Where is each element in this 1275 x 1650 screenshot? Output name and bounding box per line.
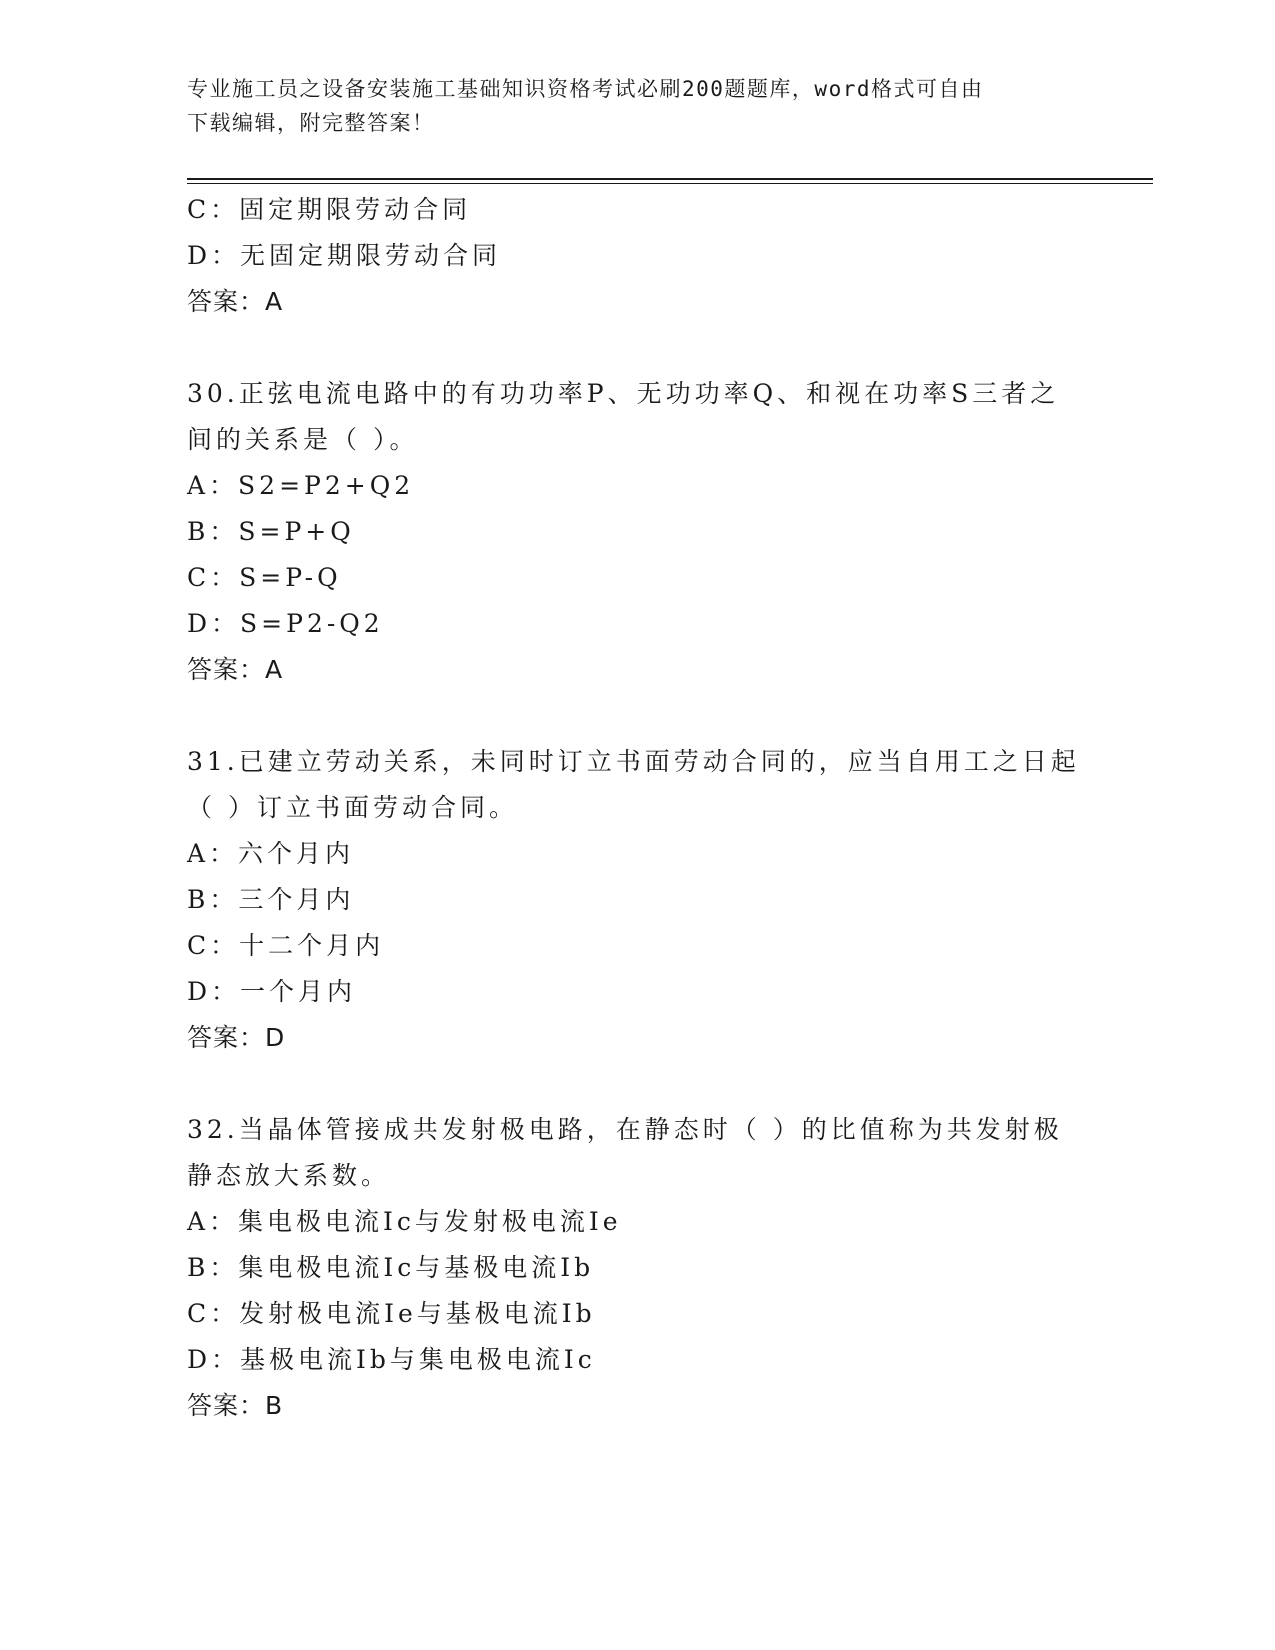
option-c: C：S=P-Q xyxy=(187,563,342,592)
question-text-line-2: （ ）订立书面劳动合同。 xyxy=(187,793,518,822)
option-d: D：基极电流Ib与集电极电流Ic xyxy=(187,1345,596,1374)
option-d: D：无固定期限劳动合同 xyxy=(187,241,502,270)
answer-line: 答案：D xyxy=(187,1023,286,1052)
option-c: C：十二个月内 xyxy=(187,931,385,960)
header-line-1: 专业施工员之设备安装施工基础知识资格考试必刷200题题库，word格式可自由 xyxy=(187,77,984,101)
answer-line: 答案：A xyxy=(187,655,284,684)
document-header xyxy=(187,72,1067,140)
question-text-line-1: 32.当晶体管接成共发射极电路，在静态时（ ）的比值称为共发射极 xyxy=(187,1115,1063,1144)
spacer xyxy=(187,693,1087,739)
option-b: B：集电极电流Ic与基极电流Ib xyxy=(187,1253,595,1282)
option-d: D：一个月内 xyxy=(187,977,357,1006)
answer-line: 答案：B xyxy=(187,1391,284,1420)
header-divider-thick xyxy=(187,178,1153,180)
question-text-line-1: 31.已建立劳动关系，未同时订立书面劳动合同的，应当自用工之日起 xyxy=(187,747,1080,776)
option-d: D：S=P2-Q2 xyxy=(187,609,384,638)
question-30 xyxy=(187,371,1087,693)
header-divider-thin xyxy=(187,183,1153,184)
spacer xyxy=(187,325,1087,371)
option-a: A：六个月内 xyxy=(187,839,355,868)
question-text-line-2: 间的关系是（ ）。 xyxy=(187,425,419,454)
option-c: C：发射极电流Ie与基极电流Ib xyxy=(187,1299,596,1328)
question-32 xyxy=(187,1107,1087,1429)
prev-question-block xyxy=(187,187,1087,325)
question-content xyxy=(187,187,1087,1429)
option-c: C：固定期限劳动合同 xyxy=(187,195,472,224)
question-text-line-2: 静态放大系数。 xyxy=(187,1161,391,1190)
spacer xyxy=(187,1061,1087,1107)
option-b: B：S=P+Q xyxy=(187,517,355,546)
question-31 xyxy=(187,739,1087,1061)
question-text-line-1: 30.正弦电流电路中的有功功率P、无功功率Q、和视在功率S三者之 xyxy=(187,379,1060,408)
option-b: B：三个月内 xyxy=(187,885,355,914)
header-line-2: 下载编辑，附完整答案！ xyxy=(187,111,435,135)
option-a: A：S2=P2+Q2 xyxy=(187,471,415,500)
option-a: A：集电极电流Ic与发射极电流Ie xyxy=(187,1207,622,1236)
answer-line: 答案：A xyxy=(187,287,284,316)
